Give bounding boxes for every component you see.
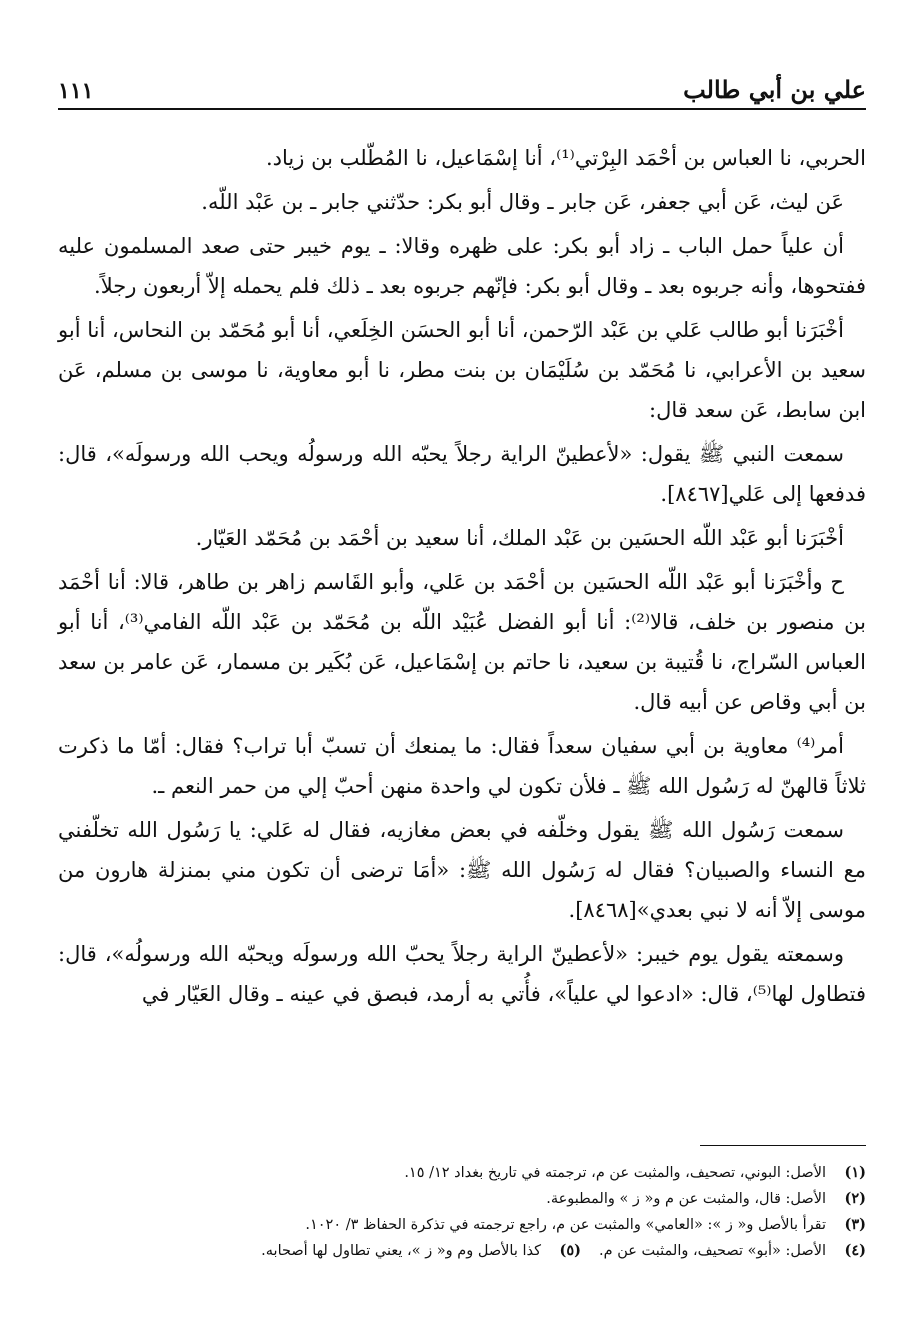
page-number: ١١١ [58, 78, 94, 104]
paragraph: أخْبَرَنا أبو عَبْد اللّه الحسَين بن عَبْد الملك، أنا سعيد بن أحْمَد بن مُحَمّد العَيّار. [195, 526, 844, 550]
footnote-divider [700, 1145, 866, 1146]
footnote [58, 1212, 866, 1238]
footnotes [58, 1160, 866, 1264]
paragraph: عَن ليث، عَن أبي جعفر، عَن جابر ـ وقال أبو بكر: حدّثني جابر ـ بن عَبْد اللّه. [201, 190, 844, 214]
footnote-number: (١) [844, 1164, 866, 1181]
footnote-row [58, 1238, 866, 1264]
footnote-number: (٤) [844, 1242, 866, 1259]
footnote [58, 1186, 866, 1212]
footnote-text: الأصل: «أبو» تصحيف، والمثبت عن م. [599, 1243, 826, 1259]
footnote-text: الأصل: قال، والمثبت عن م و« ز » والمطبوعة. [546, 1191, 826, 1207]
running-head [58, 64, 866, 110]
footnote-number: (٣) [844, 1216, 866, 1233]
paragraph: أن علياً حمل الباب ـ زاد أبو بكر: على ظهره وقالا: ـ يوم خيبر حتى صعد المسلمون عليه ففتحوها، وأنه جربوه بعد ـ وقال أبو بكر: فإنّهم جربوه بعد ـ ذلك فلم يحمله إلاّ أربعون رجلاً. [58, 234, 866, 298]
paragraph: ح وأخْبَرَنا أبو عَبْد اللّه الحسَين بن أحْمَد بن عَلي، وأبو القَاسم زاهر بن طاهر، قالا: أنا أحْمَد بن منصور بن خلف، قالا⁽²⁾: أنا أبو الفضل عُبَيْد اللّه بن مُحَمّد بن عَبْد اللّه الفامي⁽³⁾، أنا أبو العباس السّراج، نا قُتيبة بن سعيد، نا حاتم بن إسْمَاعيل، عَن بُكَير بن مسمار، عَن عامر بن سعد بن أبي وقاص عن أبيه قال. [58, 570, 866, 714]
footnote-number: (٢) [844, 1190, 866, 1207]
footnote-text: تقرأ بالأصل و« ز »: «العامي» والمثبت عن م، راجع ترجمته في تذكرة الحفاظ ٣/ ١٠٢٠. [305, 1217, 826, 1233]
paragraph: وسمعته يقول يوم خيبر: «لأعطينّ الراية رجلاً يحبّ الله ورسولَه ويحبّه الله ورسولُه»، قال: فتطاول لها⁽⁵⁾، قال: «ادعوا لي علياً»، فأُتي به أرمد، فبصق في عينه ـ وقال العَيّار في [58, 942, 866, 1006]
footnote-text: كذا بالأصل وم و« ز »، يعني تطاول لها أصحابه. [261, 1243, 542, 1259]
paragraph: سمعت النبي ﷺ يقول: «لأعطينّ الراية رجلاً يحبّه الله ورسولُه ويحب الله ورسولَه»، قال: فدفعها إلى عَلي[٨٤٦٧]. [58, 442, 866, 506]
footnote [599, 1238, 866, 1264]
footnote [58, 1160, 866, 1186]
footnote-text: الأصل: البوني، تصحيف، والمثبت عن م، ترجمته في تاريخ بغداد ١٢/ ١٥. [404, 1165, 826, 1181]
paragraph: أخْبَرَنا أبو طالب عَلي بن عَبْد الرّحمن، أنا أبو الحسَن الخِلَعي، أنا أبو مُحَمّد بن النحاس، أنا أبو سعيد بن الأعرابي، نا مُحَمّد بن سُلَيْمَان بن بنت مطر، نا أبو معاوية، نا موسى بن مسلم، عَن ابن سابط، عَن سعد قال: [58, 318, 866, 422]
footnote-number: (٥) [559, 1242, 582, 1259]
paragraph: سمعت رَسُول الله ﷺ يقول وخلّفه في بعض مغازيه، فقال له عَلي: يا رَسُول الله تخلّفني مع النساء والصبيان؟ فقال له رَسُول الله ﷺ: «أمَا ترضى أن تكون مني بمنزلة هارون من موسى إلاّ أنه لا نبي بعدي»[٨٤٦٨]. [58, 818, 866, 922]
paragraph: أمر⁽⁴⁾ معاوية بن أبي سفيان سعداً فقال: ما يمنعك أن تسبّ أبا تراب؟ فقال: أمّا ما ذكرت ثلاثاً قالهنّ له رَسُول الله ﷺ ـ فلأن تكون لي واحدة منهن أحبّ إلي من حمر النعم ـ. [58, 734, 866, 798]
running-title: علي بن أبي طالب [683, 75, 866, 104]
main-text [58, 138, 866, 1018]
paragraph: الحربي، نا العباس بن أحْمَد البِرْتي⁽¹⁾، أنا إسْمَاعيل، نا المُطّلب بن زياد. [266, 146, 866, 170]
footnote [261, 1238, 581, 1264]
